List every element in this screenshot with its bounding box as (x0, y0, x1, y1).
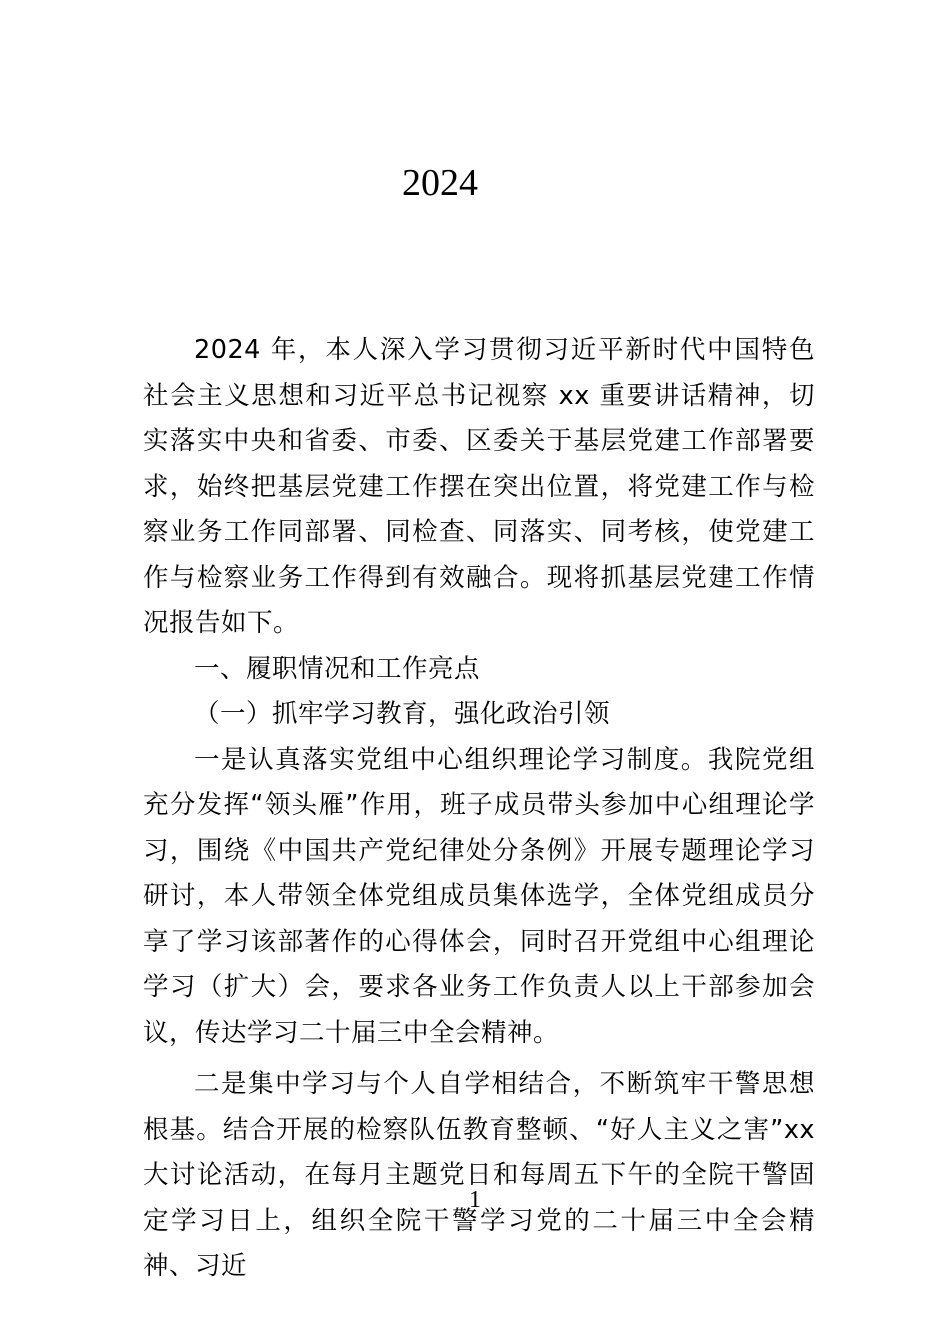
body-paragraph-first-point: 一是认真落实党组中心组织理论学习制度。我院党组充分发挥“领头雁”作用，班子成员带头参加中心组理论学习，围绕《中国共产党纪律处分条例》开展专题理论学习研讨，本人带领全体党组成员集体选学，全体党组成员分享了学习该部著作的心得体会，同时召开党组中心组理论学习（扩大）会，要求各业务工作负责人以上干部参加会议，传达学习二十届三中全会精神。 (143, 744, 815, 1048)
document-body (143, 328, 815, 1290)
intro-paragraph: 2024 年，本人深入学习贯彻习近平新时代中国特色社会主义思想和习近平总书记视察 xx 重要讲话精神，切实落实中央和省委、市委、区委关于基层党建工作部署要求，始终把基层党建工作摆在突出位置，将党建工作与检察业务工作同部署、同检查、同落实、同考核，使党建工作与检察业务工作得到有效融合。现将抓基层党建工作情况报告如下。 (143, 335, 815, 638)
subsection-heading: （一）抓牢学习教育，强化政治引领 (194, 699, 611, 729)
document-title: 2024 (402, 162, 478, 204)
section-heading: 一、履职情况和工作亮点 (194, 653, 481, 684)
body-paragraph-second-point: 二是集中学习与个人自学相结合，不断筑牢干警思想根基。结合开展的检察队伍教育整顿、“好人主义之害”xx 大讨论活动，在每月主题党日和每周五下午的全院干警固定学习日上，组织全院干警学习党的二十届三中全会精神、习近 (143, 1069, 815, 1281)
page-number: 1 (469, 1187, 481, 1213)
